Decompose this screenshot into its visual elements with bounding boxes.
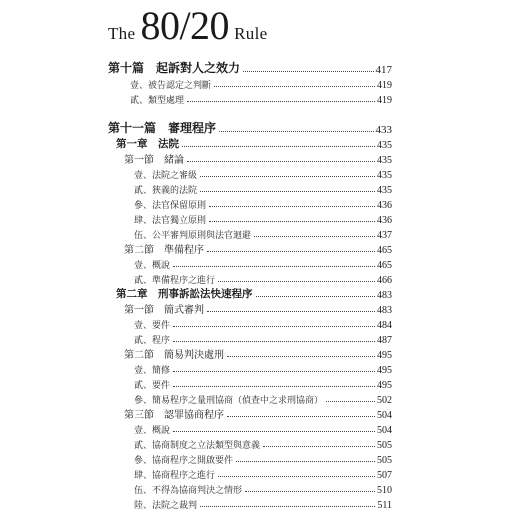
toc-page-number: 510 bbox=[377, 485, 392, 496]
toc-entry-title: 壹、概說 bbox=[134, 426, 171, 436]
toc-page-number: 495 bbox=[377, 365, 392, 376]
toc-item-entry bbox=[108, 391, 392, 406]
toc-page-number: 511 bbox=[377, 500, 392, 511]
toc-page-number: 505 bbox=[377, 440, 392, 451]
toc-item-entry bbox=[108, 451, 392, 466]
dot-leader bbox=[173, 326, 375, 327]
toc-section-entry bbox=[108, 301, 392, 316]
toc-page-number: 495 bbox=[377, 380, 392, 391]
dot-leader bbox=[218, 476, 375, 477]
toc-entry-title: 參、簡易程序之量刑協商（偵查中之求刑協商） bbox=[134, 396, 324, 406]
toc-item-entry bbox=[108, 166, 392, 181]
toc-page-number: 504 bbox=[377, 425, 392, 436]
toc-page-number: 435 bbox=[377, 170, 392, 181]
toc-page-number: 507 bbox=[377, 470, 392, 481]
dot-leader bbox=[256, 296, 376, 297]
dot-leader bbox=[182, 146, 375, 147]
header-number: 80/20 bbox=[140, 3, 230, 48]
toc-item-entry bbox=[108, 421, 392, 436]
toc-section-entry bbox=[108, 406, 392, 421]
dot-leader bbox=[263, 446, 375, 447]
toc-page-number: 419 bbox=[377, 80, 392, 91]
toc-entry-title: 第一節 簡式審判 bbox=[124, 305, 204, 316]
toc-item-entry bbox=[108, 331, 392, 346]
dot-leader bbox=[326, 401, 375, 402]
toc-page-number: 466 bbox=[377, 275, 392, 286]
toc-entry-title: 肆、法官獨立原則 bbox=[134, 216, 207, 226]
toc-entry-title: 壹、法院之審級 bbox=[134, 171, 198, 181]
toc-page-number: 483 bbox=[377, 305, 392, 316]
toc-page-number: 436 bbox=[377, 200, 392, 211]
dot-leader bbox=[200, 506, 375, 507]
toc-page-number: 505 bbox=[377, 455, 392, 466]
toc-entry-title: 貳、準備程序之進行 bbox=[134, 276, 216, 286]
toc-page-number: 487 bbox=[377, 335, 392, 346]
dot-leader bbox=[200, 191, 375, 192]
running-header bbox=[108, 3, 268, 48]
toc-page-number: 504 bbox=[377, 410, 392, 421]
toc-entry-title: 壹、簡修 bbox=[134, 366, 171, 376]
toc-entry-title: 第二節 準備程序 bbox=[124, 245, 204, 256]
toc-item-entry bbox=[108, 466, 392, 481]
toc-entry-title: 伍、公平審判原則與法官迴避 bbox=[134, 231, 252, 241]
toc-page-number: 435 bbox=[377, 140, 392, 151]
dot-leader bbox=[173, 431, 375, 432]
toc-item-entry bbox=[108, 196, 392, 211]
toc-entry-title: 第十篇 起訴對人之效力 bbox=[108, 61, 241, 75]
dot-leader bbox=[200, 176, 375, 177]
dot-leader bbox=[173, 266, 375, 267]
toc-entry-title: 參、協商程序之開啟要件 bbox=[134, 456, 234, 466]
dot-leader bbox=[243, 71, 373, 72]
toc-entry-title: 第二節 簡易判決處刑 bbox=[124, 350, 224, 361]
header-rule: Rule bbox=[234, 24, 268, 43]
toc-entry-title: 第三節 認罪協商程序 bbox=[124, 410, 224, 421]
toc-entry-title: 貳、類型處理 bbox=[130, 96, 185, 106]
dot-leader bbox=[236, 461, 375, 462]
toc-section-entry bbox=[108, 151, 392, 166]
dot-leader bbox=[218, 281, 375, 282]
toc-item-entry bbox=[108, 436, 392, 451]
toc-entry-title: 第一章 法院 bbox=[116, 138, 179, 150]
toc-item-entry bbox=[108, 91, 392, 106]
toc-item-entry bbox=[108, 481, 392, 496]
dot-leader bbox=[214, 86, 375, 87]
section-gap bbox=[108, 106, 392, 118]
table-of-contents bbox=[108, 58, 392, 511]
toc-entry-title: 參、法官保留原則 bbox=[134, 201, 207, 211]
toc-entry-title: 伍、不得為協商判決之情形 bbox=[134, 486, 243, 496]
toc-page-number: 483 bbox=[377, 290, 392, 301]
dot-leader bbox=[209, 221, 375, 222]
toc-page-number: 495 bbox=[377, 350, 392, 361]
toc-item-entry bbox=[108, 271, 392, 286]
header-the: The bbox=[108, 24, 136, 43]
toc-page-number: 484 bbox=[377, 320, 392, 331]
toc-entry-title: 肆、協商程序之進行 bbox=[134, 471, 216, 481]
dot-leader bbox=[254, 236, 375, 237]
toc-item-entry bbox=[108, 361, 392, 376]
dot-leader bbox=[173, 341, 375, 342]
toc-item-entry bbox=[108, 496, 392, 511]
toc-item-entry bbox=[108, 256, 392, 271]
toc-entry-title: 第十一篇 審理程序 bbox=[108, 121, 217, 135]
toc-page-number: 433 bbox=[375, 124, 392, 136]
toc-page-number: 465 bbox=[377, 260, 392, 271]
toc-item-entry bbox=[108, 76, 392, 91]
toc-entry-title: 壹、要件 bbox=[134, 321, 171, 331]
dot-leader bbox=[245, 491, 375, 492]
toc-page-number: 436 bbox=[377, 215, 392, 226]
dot-leader bbox=[187, 101, 375, 102]
toc-chapter-entry bbox=[108, 286, 392, 301]
toc-entry-title: 第二章 刑事訴訟法快速程序 bbox=[116, 288, 253, 300]
dot-leader bbox=[173, 386, 375, 387]
toc-page-number: 435 bbox=[377, 185, 392, 196]
toc-item-entry bbox=[108, 211, 392, 226]
toc-entry-title: 貳、要件 bbox=[134, 381, 171, 391]
dot-leader bbox=[227, 356, 375, 357]
toc-page-number: 435 bbox=[377, 155, 392, 166]
dot-leader bbox=[187, 161, 375, 162]
toc-part-entry bbox=[108, 118, 392, 136]
toc-entry-title: 第一節 緒論 bbox=[124, 155, 184, 166]
toc-section-entry bbox=[108, 241, 392, 256]
toc-page-number: 419 bbox=[377, 95, 392, 106]
toc-entry-title: 壹、概說 bbox=[134, 261, 171, 271]
toc-page-number: 465 bbox=[377, 245, 392, 256]
toc-item-entry bbox=[108, 226, 392, 241]
toc-page-number: 417 bbox=[375, 64, 392, 76]
toc-chapter-entry bbox=[108, 136, 392, 151]
toc-section-entry bbox=[108, 346, 392, 361]
toc-page-number: 437 bbox=[377, 230, 392, 241]
dot-leader bbox=[209, 206, 375, 207]
toc-item-entry bbox=[108, 181, 392, 196]
toc-entry-title: 貳、協商制度之立法類型與意義 bbox=[134, 441, 261, 451]
dot-leader bbox=[207, 311, 375, 312]
toc-entry-title: 壹、被告認定之判斷 bbox=[130, 81, 212, 91]
dot-leader bbox=[219, 131, 373, 132]
toc-item-entry bbox=[108, 316, 392, 331]
toc-entry-title: 陸、法院之裁判 bbox=[134, 501, 198, 511]
dot-leader bbox=[173, 371, 375, 372]
toc-part-entry bbox=[108, 58, 392, 76]
toc-entry-title: 貳、狹義的法院 bbox=[134, 186, 198, 196]
dot-leader bbox=[207, 251, 375, 252]
toc-entry-title: 貳、程序 bbox=[134, 336, 171, 346]
toc-page-number: 502 bbox=[377, 395, 392, 406]
dot-leader bbox=[227, 416, 375, 417]
toc-item-entry bbox=[108, 376, 392, 391]
